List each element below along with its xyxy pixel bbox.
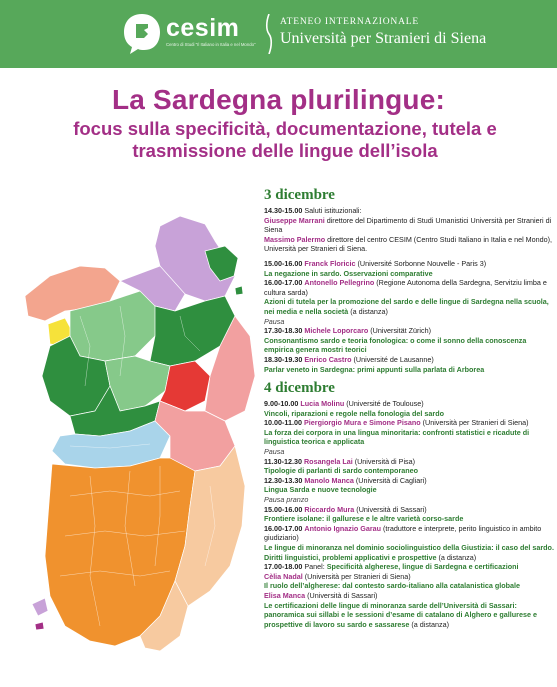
day2-heading: 4 dicembre xyxy=(264,380,335,397)
day2-program-line xyxy=(264,601,554,630)
session-detail: (Université de Lausanne) xyxy=(351,354,434,364)
page-subtitle: focus sulla specificità, documentazione, tutela e trasmissione delle lingue dell’isola xyxy=(73,118,497,161)
day1-list xyxy=(264,206,554,374)
talk-title: Azioni di tutela per la promozione del sardo e delle lingue di Sardegna nella scuola, nei media e nella società xyxy=(264,297,549,316)
talk-title: Vincoli, riparazioni e regole nella fonologia del sardo xyxy=(264,408,444,418)
session-detail: direttore del centro CESIM (Centro Studi Italiano in Italia e nel Mondo), Università per Stranieri di Siena. xyxy=(264,234,553,254)
day2-program-line xyxy=(264,457,554,467)
day1-program-line xyxy=(264,259,554,269)
session-detail: (Università di Sassari) xyxy=(305,590,378,600)
speaker-name: Michele Loporcaro xyxy=(304,326,369,336)
day2-program-line xyxy=(264,485,554,495)
talk-title: Consonantismo sardo e teoria fonologica: o come il sonno della conoscenza empirica genera mostri teorici xyxy=(264,335,527,355)
university-name: Università per Stranieri di Siena xyxy=(280,30,487,47)
day2-program-line xyxy=(264,581,554,591)
speaker-name: Piergiorgio Mura e Simone Pisano xyxy=(303,418,421,428)
cesim-logo-text: cesim xyxy=(166,14,240,42)
speaker-name: Antonello Pellegrino xyxy=(304,278,375,288)
talk-title: La negazione in sardo. Osservazioni comparative xyxy=(264,268,433,278)
page-title: La Sardegna plurilingue: xyxy=(111,84,446,115)
session-time: 15.00-16.00 xyxy=(264,504,303,514)
day2-program-line xyxy=(264,514,554,524)
day2-program-line xyxy=(264,476,554,486)
speaker-name: Rosangela Lai xyxy=(303,456,353,466)
session-detail: (Università di Cagliari) xyxy=(353,475,427,485)
speaker-name: Riccardo Mura xyxy=(304,504,355,514)
session-detail: Panel: xyxy=(304,562,327,572)
session-time: 16.00-17.00 xyxy=(264,278,303,288)
session-detail: (Università di Sassari) xyxy=(354,504,427,514)
panel-title: Specificità algherese, lingue di Sardegna e certificazioni xyxy=(326,562,519,572)
session-detail: (Università per Stranieri di Siena) xyxy=(420,418,529,428)
break-label: Pausa xyxy=(264,316,285,326)
cesim-logo-subtitle: Centro di Studi "Il Italiano in Italia e nel Mondo" xyxy=(166,42,256,47)
day1-program-line xyxy=(264,206,554,216)
session-detail: (Università per Stranieri di Siena) xyxy=(302,571,411,581)
session-detail: direttore del Dipartimento di Studi Umanistici Università per Stranieri di Siena xyxy=(264,215,552,235)
header-banner xyxy=(0,0,557,68)
speaker-name: Franck Floricic xyxy=(304,258,356,268)
session-time: 12.30-13.30 xyxy=(264,475,303,485)
day1-heading: 3 dicembre xyxy=(264,187,335,203)
day1-program-line xyxy=(264,355,554,365)
session-time: 17.30-18.30 xyxy=(264,326,303,336)
day2-program-line xyxy=(264,524,554,543)
day1-program-line xyxy=(264,317,554,327)
talk-title: Il ruolo dell’algherese: dal contesto sardo-italiano alla catalanistica globale xyxy=(264,581,521,591)
session-time: 18.30-19.30 xyxy=(264,354,303,364)
sardinia-language-map xyxy=(10,196,265,676)
day2-program-line xyxy=(264,505,554,515)
session-time: 10.00-11.00 xyxy=(264,418,302,428)
session-detail: (Regione Autonoma della Sardegna, Servitziu limba e cultura sarda) xyxy=(264,278,547,297)
session-detail: (Universität Zürich) xyxy=(368,326,431,336)
talk-title: Lingua Sarda e nuove tecnologie xyxy=(264,485,377,495)
session-detail: Saluti istituzionali: xyxy=(304,206,362,215)
map-region-island-small xyxy=(35,622,44,630)
university-logo-icon xyxy=(264,14,274,54)
session-time: 15.00-16.00 xyxy=(264,258,303,268)
speaker-name: Giuseppe Marrani xyxy=(264,215,325,225)
day2-program-line xyxy=(264,399,554,409)
session-detail: (a distanza) xyxy=(436,552,477,562)
talk-title: Le lingue di minoranza nel dominio sociolinguistico della Giustizia: il caso del sardo. Diritti linguistici, problemi applicativi e prospettive xyxy=(264,543,554,562)
map-region-island-east xyxy=(235,286,243,295)
map-region-island-purple xyxy=(32,598,48,616)
day2-program-line xyxy=(264,562,554,572)
program-column xyxy=(264,186,554,629)
day2-program-line xyxy=(264,409,554,419)
break-label: Pausa pranzo xyxy=(264,495,309,505)
talk-title: Frontiere isolane: il gallurese e le altre varietà corso-sarde xyxy=(264,514,464,524)
day1-program-line xyxy=(264,336,554,355)
session-detail: (a distanza) xyxy=(409,619,449,629)
day2-list xyxy=(264,399,554,629)
talk-title: Le certificazioni delle lingue di minoranza sarde dell’Università di Sassari: panoramica sui sillabi e le sessioni d’esame di catalano di Alghero e gallurese e prospettive di lavoro su sardo e sassarese xyxy=(264,600,537,629)
session-time: 11.30-12.30 xyxy=(264,456,302,466)
session-time: 14.30-15.00 xyxy=(264,206,303,215)
talk-title: La forza dei corpora in una lingua minoritaria: confronti statistici e ricadute di linguistica teorica e applicata xyxy=(264,427,530,447)
cesim-logo-icon xyxy=(122,12,162,56)
session-time: 16.00-17.00 xyxy=(264,523,303,533)
day1-program-line xyxy=(264,365,554,375)
speaker-name: Elisa Manca xyxy=(264,590,306,600)
break-label: Pausa xyxy=(264,447,285,457)
speaker-name: Manolo Manca xyxy=(304,475,354,485)
talk-title: Parlar veneto in Sardegna: primi appunti sulla parlata di Arborea xyxy=(264,364,485,374)
speaker-name: Lucia Molinu xyxy=(300,399,345,409)
day1-program-line xyxy=(264,326,554,336)
session-detail: (a distanza) xyxy=(348,306,388,316)
day1-program-line xyxy=(264,269,554,279)
speaker-name: Cèlia Nadal xyxy=(264,571,303,581)
day2-program-line xyxy=(264,495,554,505)
day2-program-line xyxy=(264,447,554,457)
session-detail: (Università di Pisa) xyxy=(352,456,416,466)
session-time: 17.00-18.00 xyxy=(264,562,303,572)
session-time: 9.00-10.00 xyxy=(264,399,299,409)
day2-program-line xyxy=(264,428,554,447)
speaker-name: Antonio Ignazio Garau xyxy=(304,523,382,533)
day1-program-line xyxy=(264,278,554,297)
day1-program-line xyxy=(264,216,554,235)
speaker-name: Enrico Castro xyxy=(304,354,352,364)
session-detail: (Université de Toulouse) xyxy=(344,399,424,409)
session-detail: (Université Sorbonne Nouvelle - Paris 3) xyxy=(355,258,487,268)
day2-program-line xyxy=(264,418,554,428)
day1-program-line xyxy=(264,235,554,254)
university-label-small: ATENEO INTERNAZIONALE xyxy=(280,17,419,27)
speaker-name: Massimo Palermo xyxy=(264,234,326,244)
day2-program-line xyxy=(264,591,554,601)
day2-program-line xyxy=(264,543,554,562)
talk-title: Tipologie di parlanti di sardo contemporaneo xyxy=(264,466,419,476)
day1-program-line xyxy=(264,297,554,316)
session-detail: (traduttore e interprete, perito linguistico in ambito giudiziario) xyxy=(264,523,542,543)
day2-program-line xyxy=(264,466,554,476)
day2-program-line xyxy=(264,572,554,582)
